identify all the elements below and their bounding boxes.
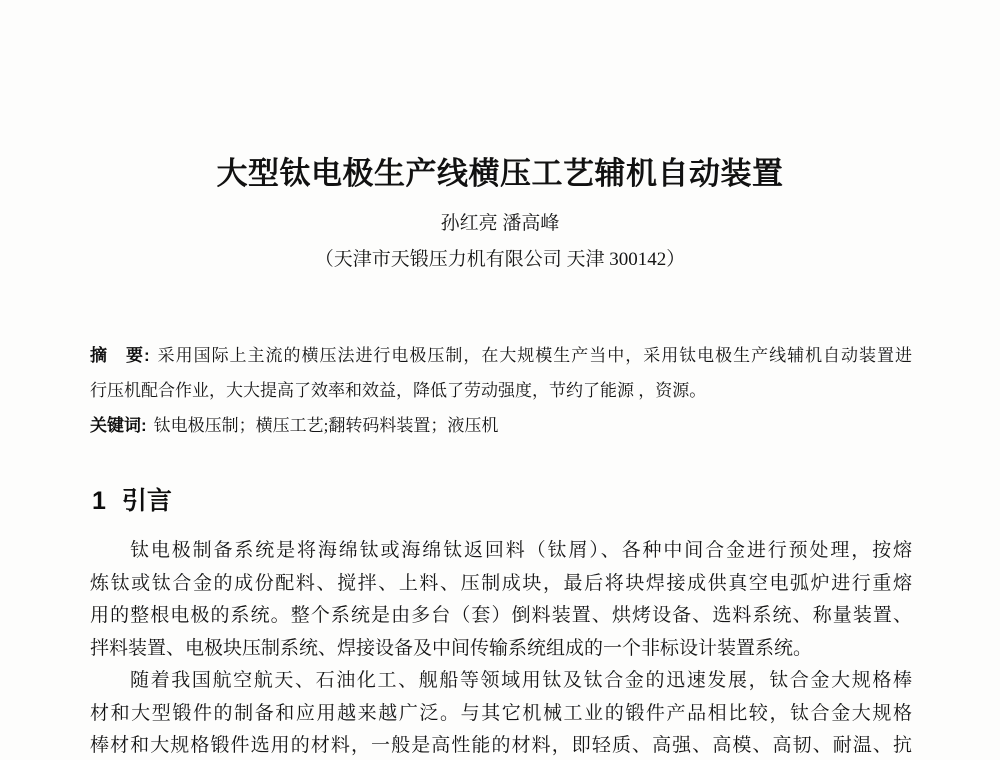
keywords-text: 钛电极压制；横压工艺;翻转码料装置；液压机 xyxy=(153,416,499,435)
section-heading-introduction xyxy=(92,486,172,516)
body-line: 用的整根电极的系统。整个系统是由多台（套）倒料装置、烘烤设备、选料系统、称量装置、 xyxy=(90,605,912,626)
abstract-block xyxy=(90,338,912,443)
keywords-line xyxy=(90,408,912,443)
abstract-text: 采用国际上主流的横压法进行电极压制，在大规模生产当中，采用钛电极生产线辅机自动装置进 xyxy=(156,346,912,365)
abstract-line xyxy=(90,338,912,373)
abstract-line: 行压机配合作业，大大提高了效率和效益，降低了劳动强度，节约了能源 ，资源。 xyxy=(90,381,707,400)
body-line-cutoff: 棒材和大规格锻件选用的材料，一般是高性能的材料，即轻质、高强、高模、高韧、耐温、抗 xyxy=(90,735,912,756)
section-title: 引言 xyxy=(121,487,172,515)
abstract-label: 摘 要: xyxy=(90,346,150,365)
body-line: 随着我国航空航天、石油化工、舰船等领域用钛及钛合金的迅速发展，钛合金大规格棒 xyxy=(130,670,912,691)
paper-affiliation: （天津市天锻压力机有限公司 天津 300142） xyxy=(314,249,686,270)
paper-authors: 孙红亮 潘高峰 xyxy=(440,213,560,234)
paper-title: 大型钛电极生产线横压工艺辅机自动装置 xyxy=(216,156,784,191)
body-line: 材和大型锻件的制备和应用越来越广泛。与其它机械工业的锻件产品相比较，钛合金大规格 xyxy=(90,702,912,724)
body-line: 炼钛或钛合金的成份配料、搅拌、上料、压制成块，最后将块焊接成供真空电弧炉进行重熔 xyxy=(90,572,912,594)
body-line: 拌料装置、电极块压制系统、焊接设备及中间传输系统组成的一个非标设计装置系统。 xyxy=(90,637,813,659)
body-line: 钛电极制备系统是将海绵钛或海绵钛返回料（钛屑）、各种中间合金进行预处理，按熔 xyxy=(130,540,912,561)
keywords-label: 关键词: xyxy=(90,416,147,435)
section-number: 1 xyxy=(92,487,106,515)
body-paragraph-1 xyxy=(90,535,912,665)
body-paragraph-2 xyxy=(90,665,912,760)
